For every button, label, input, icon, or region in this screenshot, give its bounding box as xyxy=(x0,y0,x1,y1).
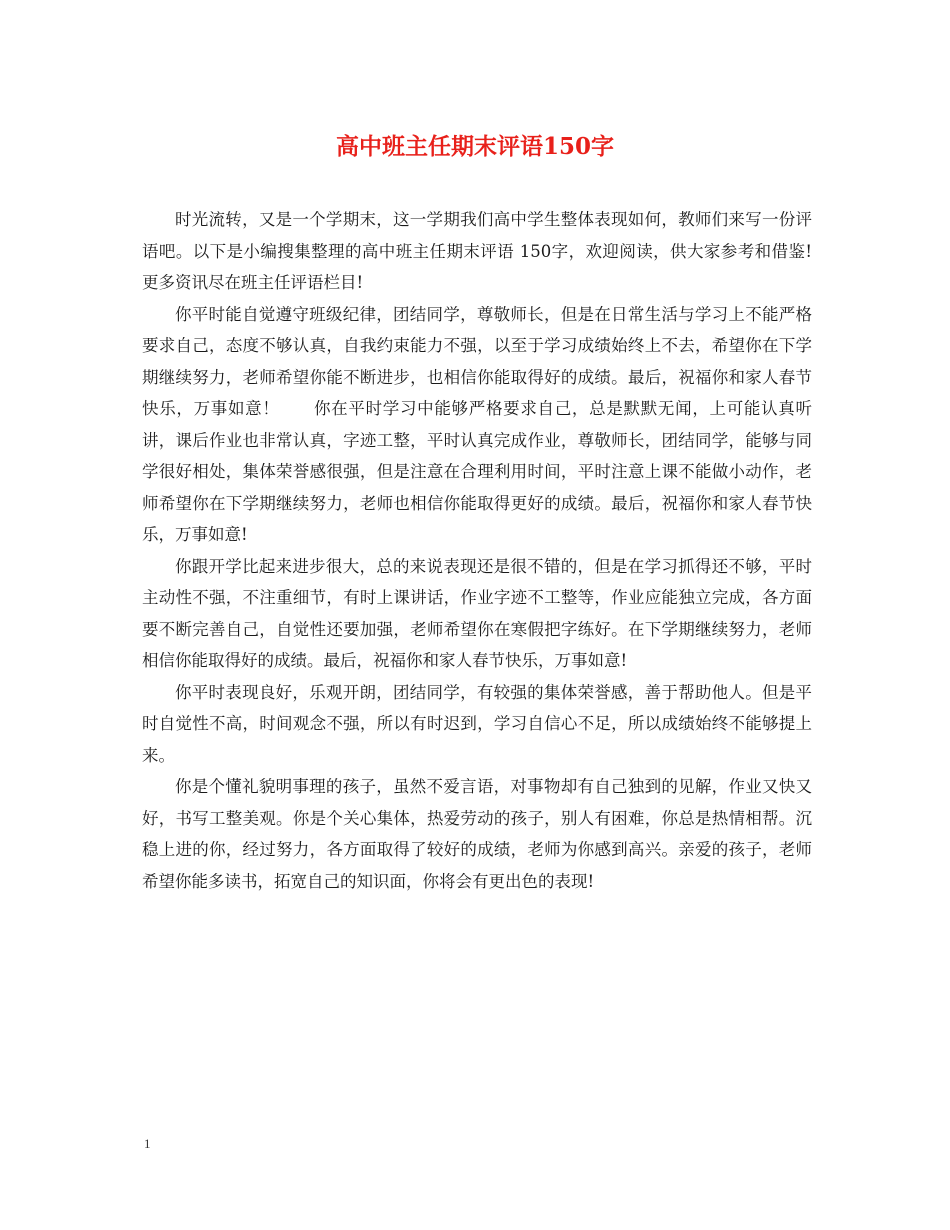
paragraph-comment-3: 你平时表现良好，乐观开朗，团结同学，有较强的集体荣誉感，善于帮助他人。但是平时自觉性不高，时间观念不强，所以有时迟到，学习自信心不足，所以成绩始终不能够提上来。 xyxy=(142,682,812,765)
paragraph-comment-1: 你平时能自觉遵守班级纪律，团结同学，尊敬师长，但是在日常生活与学习上不能严格要求自己，态度不够认真，自我约束能力不强，以至于学习成绩始终上不去，希望你在下学期继续努力，老师希望你能不断进步，也相信你能取得好的成绩。最后，祝福你和家人春节快乐，万事如意！ 你在平时学习中能够严格要求自己，总是默默无闻，上可能认真听讲，课后作业也非常认真，字迹工整，平时认真完成作业，尊敬师长，团结同学，能够与同学很好相处，集体荣誉感很强，但是注意在合理利用时间，平时注意上课不能做小动作，老师希望你在下学期继续努力，老师也相信你能取得更好的成绩。最后，祝福你和家人春节快乐，万事如意! xyxy=(142,304,812,544)
document-body xyxy=(142,204,812,897)
paragraph-comment-2: 你跟开学比起来进步很大，总的来说表现还是很不错的，但是在学习抓得还不够，平时主动性不强，不注重细节，有时上课讲话，作业字迹不工整等，作业应能独立完成，各方面要不断完善自己，自觉性还要加强，老师希望你在寒假把字练好。在下学期继续努力，老师相信你能取得好的成绩。最后，祝福你和家人春节快乐，万事如意! xyxy=(142,556,812,670)
page-number: 1 xyxy=(144,1136,151,1151)
paragraph-comment-4: 你是个懂礼貌明事理的孩子，虽然不爱言语，对事物却有自己独到的见解，作业又快又好，书写工整美观。你是个关心集体，热爱劳动的孩子，别人有困难，你总是热情相帮。沉稳上进的你，经过努力，各方面取得了较好的成绩，老师为你感到高兴。亲爱的孩子，老师希望你能多读书，拓宽自己的知识面，你将会有更出色的表现! xyxy=(142,777,812,891)
page-title: 高中班主任期末评语150字 xyxy=(335,133,614,160)
paragraph-intro: 时光流转，又是一个学期末，这一学期我们高中学生整体表现如何，教师们来写一份评语吧。以下是小编搜集整理的高中班主任期末评语 150字，欢迎阅读，供大家参考和借鉴!更多资讯尽在班主任评语栏目! xyxy=(142,210,812,292)
